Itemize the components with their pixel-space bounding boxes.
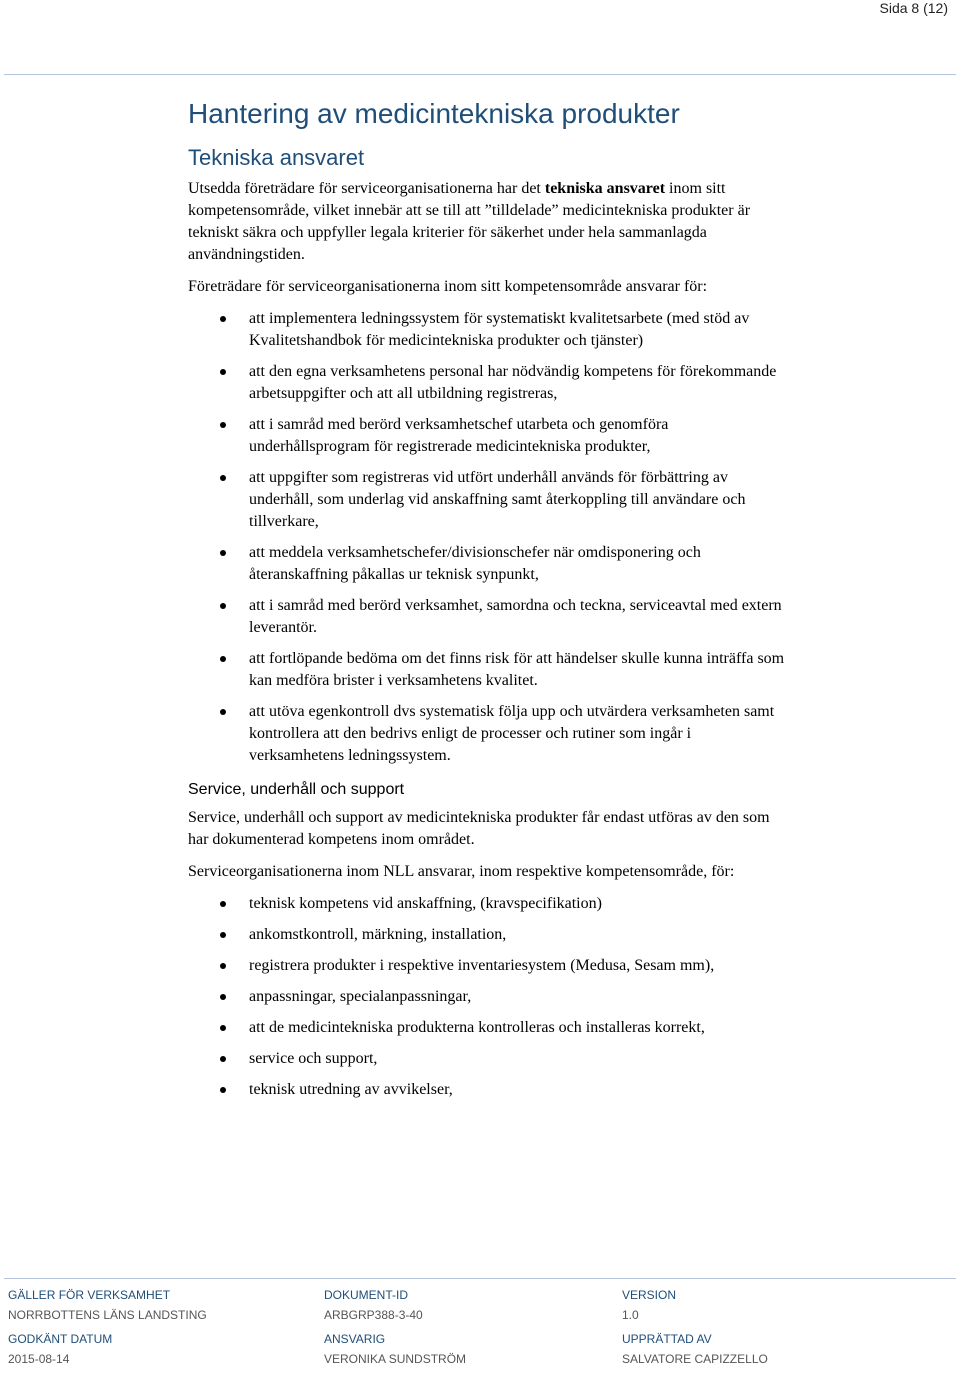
para1-bold-term: tekniska ansvaret <box>544 180 666 197</box>
section2-paragraph-2: Serviceorganisationerna inom NLL ansvarar, inom respektive kompetensområde, för: <box>188 863 735 880</box>
list-item: registrera produkter i respektive inventariesystem (Medusa, Sesam mm), <box>188 955 788 977</box>
header-divider <box>4 74 956 75</box>
section-heading-service: Service, underhåll och support <box>188 781 405 798</box>
list-item: teknisk utredning av avvikelser, <box>188 1079 788 1101</box>
list-item: teknisk kompetens vid anskaffning, (kravspecifikation) <box>188 893 788 915</box>
footer-label: DOKUMENT-ID <box>324 1288 408 1302</box>
section1-paragraph-2: Företrädare för serviceorganisationerna inom sitt kompetensområde ansvarar för: <box>188 278 708 295</box>
footer-cell-docid <box>324 1285 622 1329</box>
list-item: ankomstkontroll, märkning, installation, <box>188 924 788 946</box>
footer-value: VERONIKA SUNDSTRÖM <box>324 1352 467 1366</box>
section2-paragraph-1: Service, underhåll och support av medicintekniska produkter får endast utföras av den som har dokumenterad kompetens inom området. <box>188 809 770 848</box>
list-item: att i samråd med berörd verksamhetschef utarbeta och genomföra underhållsprogram för registrerade medicintekniska produkter, <box>188 414 788 458</box>
footer-label: GODKÄNT DATUM <box>8 1332 113 1346</box>
service-list <box>188 893 788 1101</box>
footer-row-1 <box>8 1285 948 1329</box>
footer-cell-created <box>622 1329 938 1373</box>
list-item: att meddela verksamhetschefer/divisionschefer när omdisponering och återanskaffning påkallas ur teknisk synpunkt, <box>188 542 788 586</box>
section1-paragraph-1 <box>188 178 788 266</box>
footer-cell-version <box>622 1285 938 1329</box>
footer-value: 1.0 <box>622 1308 639 1322</box>
list-item: att implementera ledningssystem för systematiskt kvalitetsarbete (med stöd av Kvalitetshandbok för medicintekniska produkter och tjänster) <box>188 308 788 352</box>
list-item: att i samråd med berörd verksamhet, samordna och teckna, serviceavtal med extern leverantör. <box>188 595 788 639</box>
document-body <box>188 96 788 1110</box>
footer-value: SALVATORE CAPIZZELLO <box>622 1352 768 1366</box>
page-title: Hantering av medicintekniska produkter <box>188 98 680 129</box>
footer-value: 2015-08-14 <box>8 1352 70 1366</box>
section-heading-tekniska-ansvaret: Tekniska ansvaret <box>188 145 365 170</box>
list-item: att den egna verksamhetens personal har nödvändig kompetens för förekommande arbetsuppgifter och att all utbildning registreras, <box>188 361 788 405</box>
footer-divider <box>4 1278 956 1279</box>
list-item: service och support, <box>188 1048 788 1070</box>
responsibility-list <box>188 308 788 767</box>
list-item: anpassningar, specialanpassningar, <box>188 986 788 1008</box>
list-item: att fortlöpande bedöma om det finns risk för att händelser skulle kunna inträffa som kan medföra brister i verksamhetens kvalitet. <box>188 648 788 692</box>
document-footer <box>8 1285 948 1373</box>
list-item: att de medicintekniska produkterna kontrolleras och installeras korrekt, <box>188 1017 788 1039</box>
footer-label: UPPRÄTTAD AV <box>622 1332 712 1346</box>
footer-label: GÄLLER FÖR VERKSAMHET <box>8 1288 171 1302</box>
para1-text-before: Utsedda företrädare för serviceorganisationerna har det <box>188 180 545 197</box>
footer-value: NORRBOTTENS LÄNS LANDSTING <box>8 1308 207 1322</box>
footer-label: ANSVARIG <box>324 1332 386 1346</box>
footer-cell-applies <box>8 1285 324 1329</box>
para1-text-after: inom sitt kompetensområde, vilket innebär att se till att ”tilldelade” medicintekniska produkter är tekniskt säkra och uppfyller legala kriterier för säkerhet under hela sammanlagda användningstiden. <box>188 180 751 263</box>
list-item: att utöva egenkontroll dvs systematisk följa upp och utvärdera verksamheten samt kontrollera att den bedrivs enligt de processer och rutiner som ingår i verksamhetens ledningssystem. <box>188 701 788 767</box>
footer-value: ARBGRP388-3-40 <box>324 1308 423 1322</box>
list-item: att uppgifter som registreras vid utfört underhåll används för förbättring av underhåll, som underlag vid anskaffning samt återkoppling till användare och tillverkare, <box>188 467 788 533</box>
page-number: Sida 8 (12) <box>879 0 948 16</box>
footer-label: VERSION <box>622 1288 677 1302</box>
footer-row-2 <box>8 1329 948 1373</box>
footer-cell-responsible <box>324 1329 622 1373</box>
footer-cell-approved <box>8 1329 324 1373</box>
